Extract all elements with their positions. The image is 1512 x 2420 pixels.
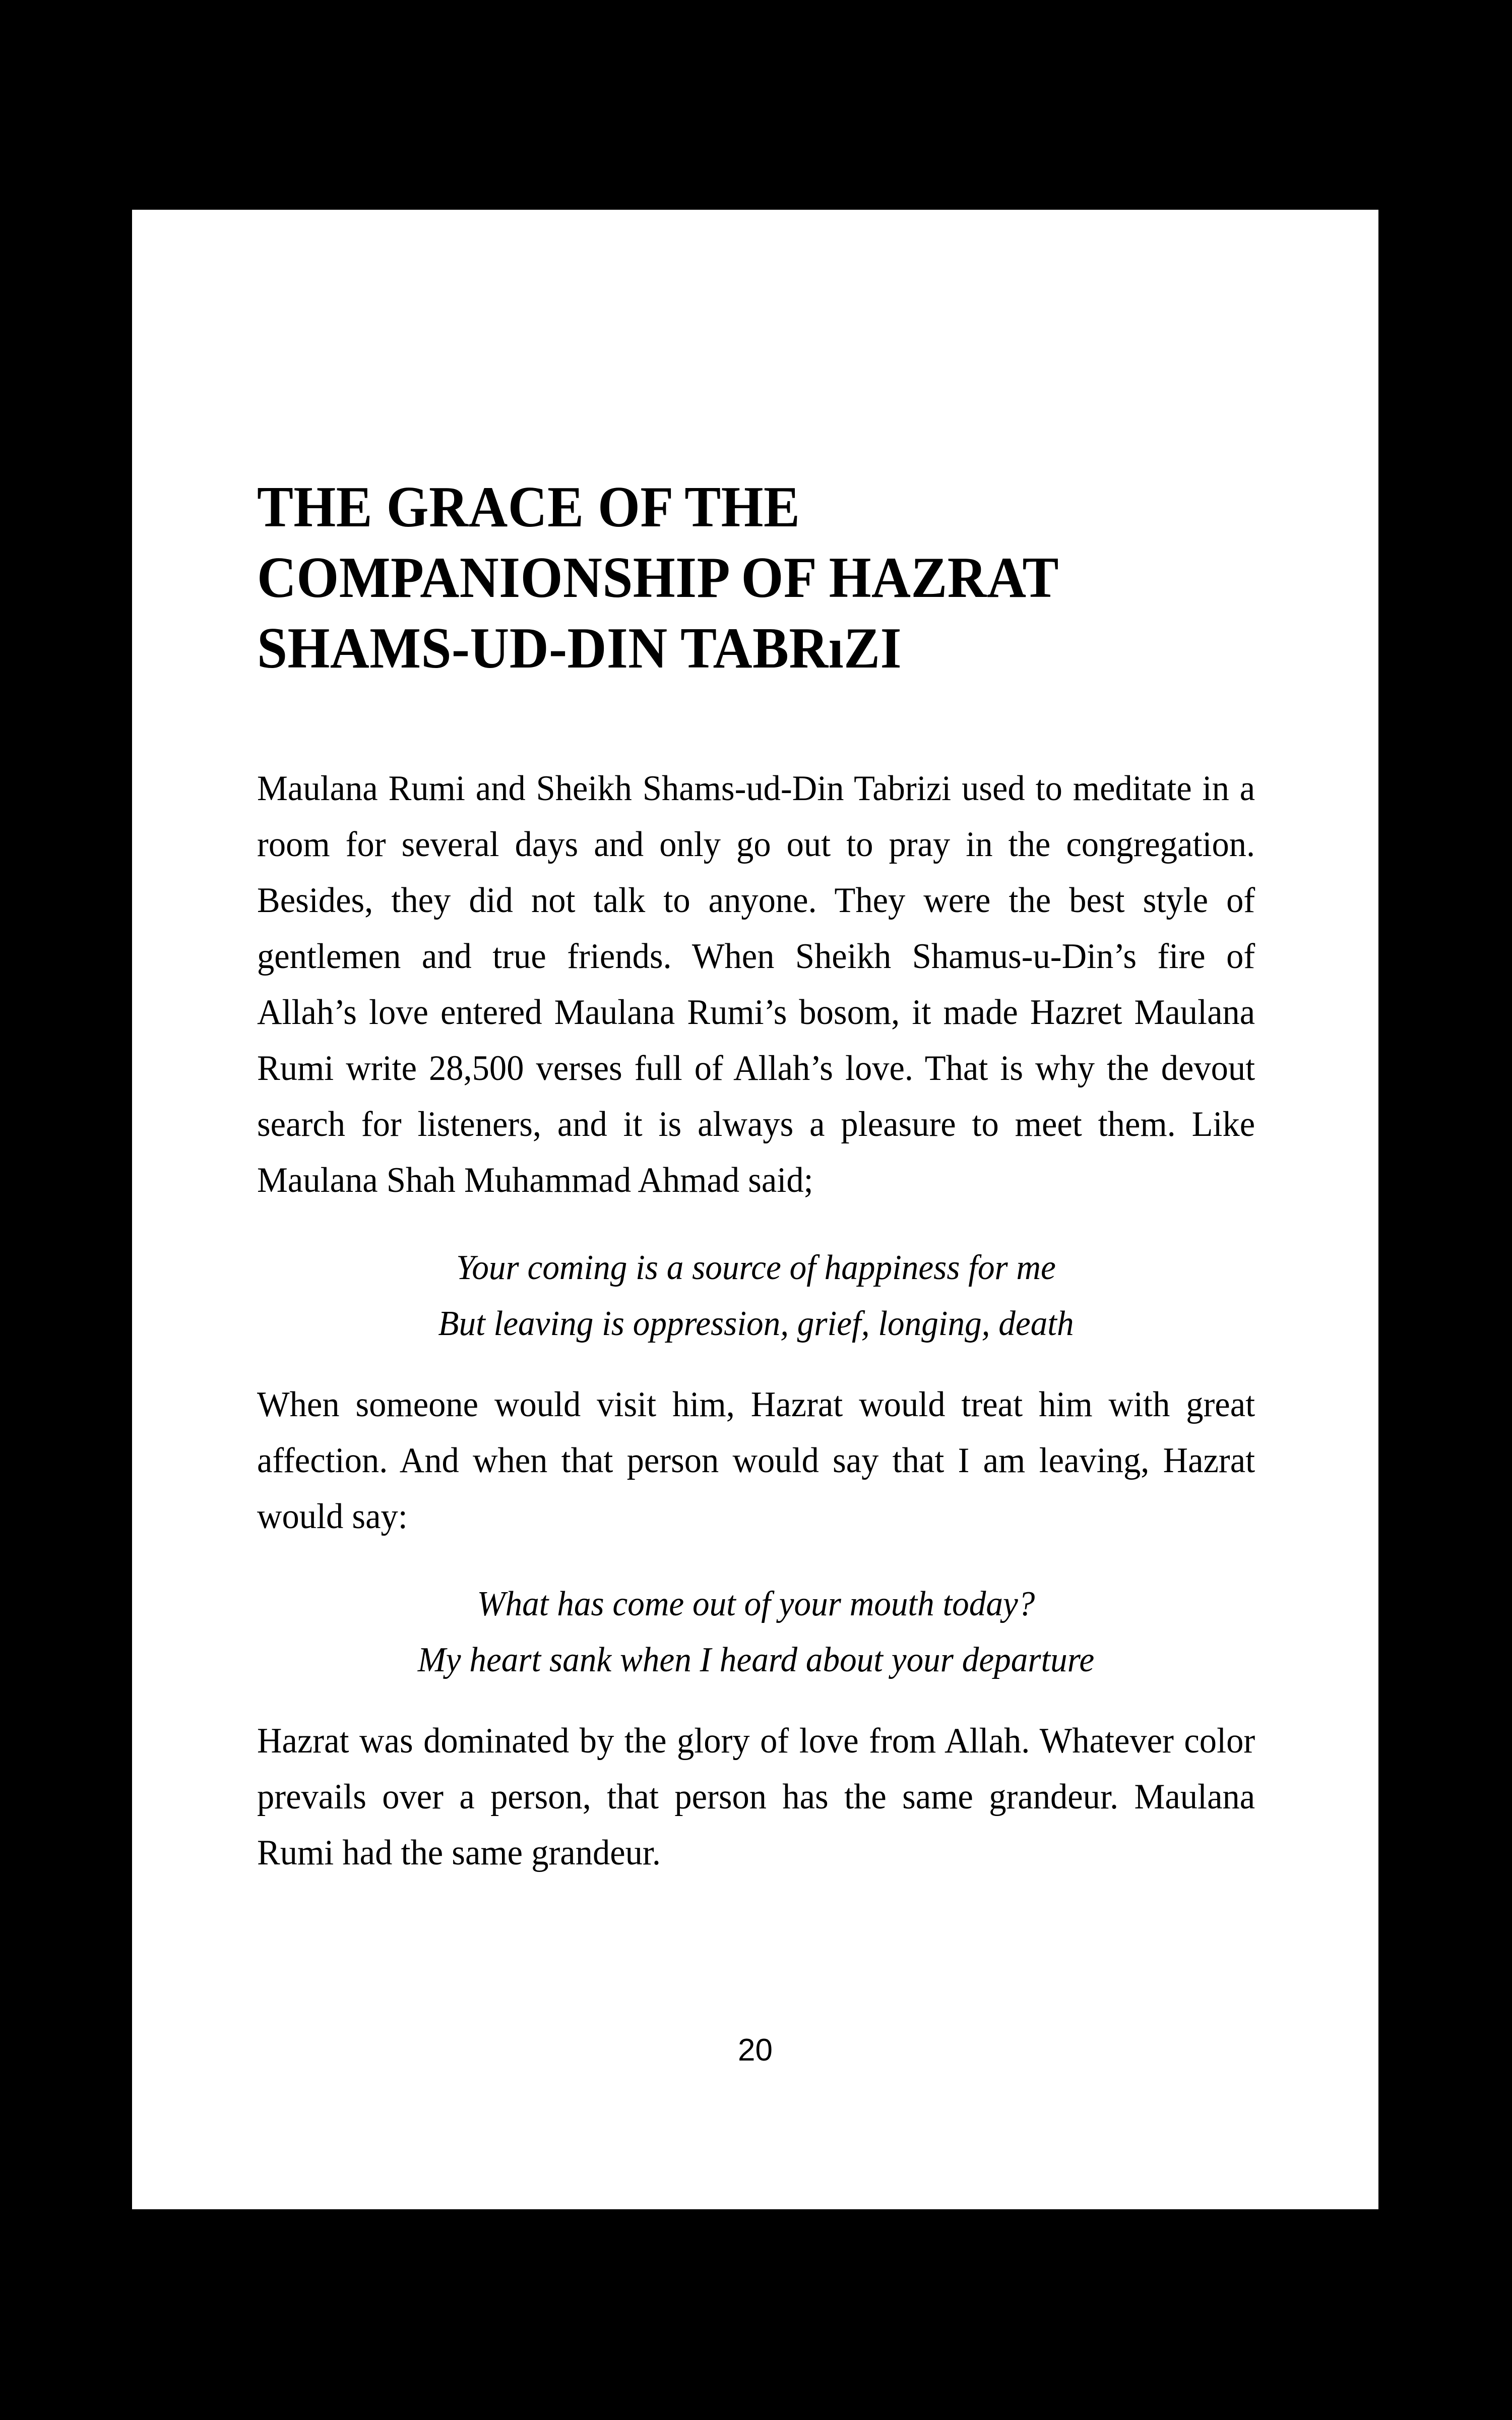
page-text-column xyxy=(257,472,1255,1881)
chapter-title: THE GRACE OF THE COMPANIONSHIP OF HAZRAT SHAMS-UD-DIN TABRıZI xyxy=(257,475,1058,681)
spacer-para1-verse1 xyxy=(257,1208,1255,1240)
paragraph-3: Hazrat was dominated by the glory of love from Allah. Whatever color prevails over a person, that person has the same grandeur. Maulana Rumi had the same grandeur. xyxy=(257,1721,1255,1872)
verse-block-2 xyxy=(257,1576,1255,1688)
page-number-folio: 20 xyxy=(738,2033,773,2068)
verse-1-line-1: Your coming is a source of happiness for me xyxy=(456,1248,1056,1287)
spacer-verse2-para3 xyxy=(257,1688,1255,1713)
spacer-verse1-para2 xyxy=(257,1352,1255,1377)
verse-block-1 xyxy=(257,1240,1255,1352)
verse-1-line-2: But leaving is oppression, grief, longing, death xyxy=(438,1304,1074,1343)
spacer-para2-verse2 xyxy=(257,1545,1255,1576)
verse-2-line-1: What has come out of your mouth today? xyxy=(477,1585,1035,1623)
book-page xyxy=(132,210,1378,2209)
paragraph-2: When someone would visit him, Hazrat would treat him with great affection. And when that person would say that I am leaving, Hazrat would say: xyxy=(257,1385,1255,1536)
verse-2-line-2: My heart sank when I heard about your departure xyxy=(417,1641,1095,1679)
spacer-title-body xyxy=(257,684,1255,761)
paragraph-1: Maulana Rumi and Sheikh Shams-ud-Din Tabrizi used to meditate in a room for several days and only go out to pray in the congregation. Besides, they did not talk to anyone. They were the best style of gentlemen and true friends. When Sheikh Shamus-u-Din’s fire of Allah’s love entered Maulana Rumi’s bosom, it made Hazret Maulana Rumi write 28,500 verses full of Allah’s love. That is why the devout search for listeners, and it is always a pleasure to meet them. Like Maulana Shah Muhammad Ahmad said; xyxy=(257,769,1255,1200)
